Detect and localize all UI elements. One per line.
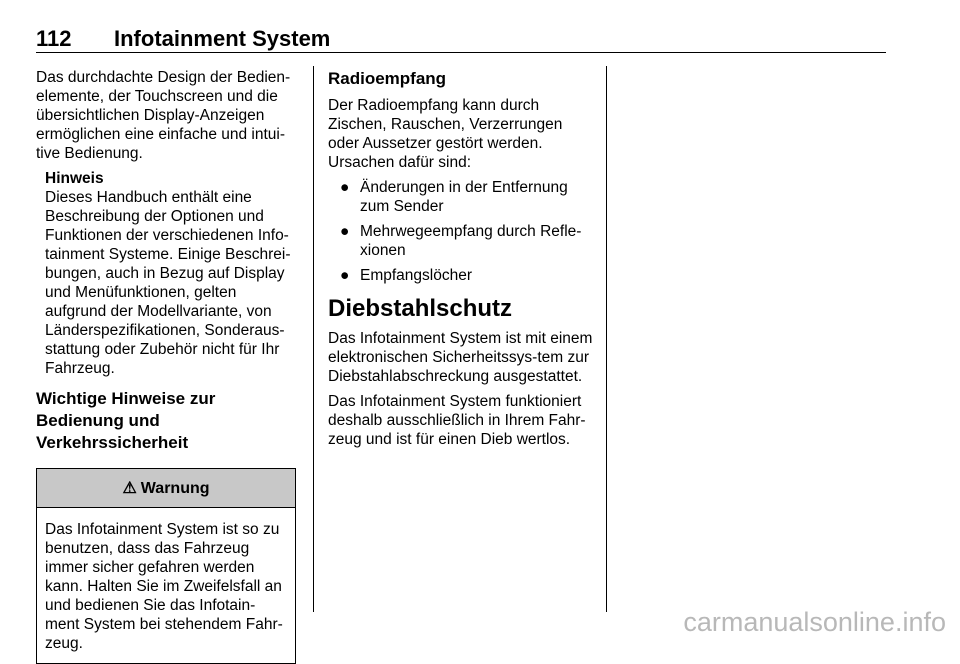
column-middle <box>328 68 594 455</box>
page-title: Infotainment System <box>114 26 331 51</box>
column-divider-2 <box>606 66 607 612</box>
note-text: Dieses Handbuch enthält eine Beschreibung der Optionen und Funktionen der verschiedenen Info-tainment Systeme. Einige Beschrei-bungen, auch in Bezug auf Display und Menüfunktionen, gelten aufgrund der Modellvariante, von Länderspezifikationen, Sonderaus-stattung oder Zubehör nicht für Ihr Fahrzeug. <box>45 189 291 377</box>
watermark: carmanualsonline.info <box>683 607 946 637</box>
radio-paragraph: Der Radioempfang kann durch Zischen, Rauschen, Verzerrungen oder Aussetzer gestört werden. Ursachen dafür sind: <box>328 97 563 171</box>
warning-text: Das Infotainment System ist so zu benutzen, dass das Fahrzeug immer sicher gefahren werden kann. Halten Sie im Zweifelsfall an und bedienen Sie das Infotain-ment System bei stehendem Fahr-zeug. <box>45 521 283 652</box>
warning-title: Warnung <box>140 479 210 497</box>
cause-list <box>328 178 594 285</box>
column-left <box>36 68 300 664</box>
theft-paragraph-2: Das Infotainment System funktioniert deshalb ausschließlich in Ihrem Fahr-zeug und ist für einen Dieb wertlos. <box>328 393 586 448</box>
section-heading-safety: Wichtige Hinweise zur Bedienung und Verkehrssicherheit <box>36 389 216 452</box>
header-rule <box>36 52 886 53</box>
list-item: ● Änderungen in der Entfernung zum Sender <box>340 179 568 215</box>
column-divider-1 <box>313 66 314 612</box>
theft-paragraph-1: Das Infotainment System ist mit einem elektronischen Sicherheitssys-tem zur Diebstahlabschreckung ausgestattet. <box>328 330 593 385</box>
warning-triangle-icon: ⚠ <box>122 479 137 497</box>
warning-header <box>37 469 295 508</box>
bullet-icon: ● <box>340 223 350 240</box>
list-item: ● Empfangslöcher <box>340 267 473 284</box>
intro-paragraph: Das durchdachte Design der Bedien-elemente, der Touchscreen und die übersichtlichen Display-Anzeigen ermöglichen eine einfache und intui-tive Bedienung. <box>36 69 291 162</box>
warning-box <box>36 468 296 664</box>
page-header <box>36 26 886 52</box>
page-number: 112 <box>36 26 72 51</box>
section-heading-radio: Radioempfang <box>328 69 447 88</box>
section-heading-theft: Diebstahlschutz <box>328 295 513 322</box>
note-block <box>45 169 300 378</box>
bullet-icon: ● <box>340 179 350 196</box>
note-title: Hinweis <box>45 170 104 187</box>
bullet-icon: ● <box>340 267 350 284</box>
list-item: ● Mehrwegeempfang durch Refle-xionen <box>340 223 582 259</box>
